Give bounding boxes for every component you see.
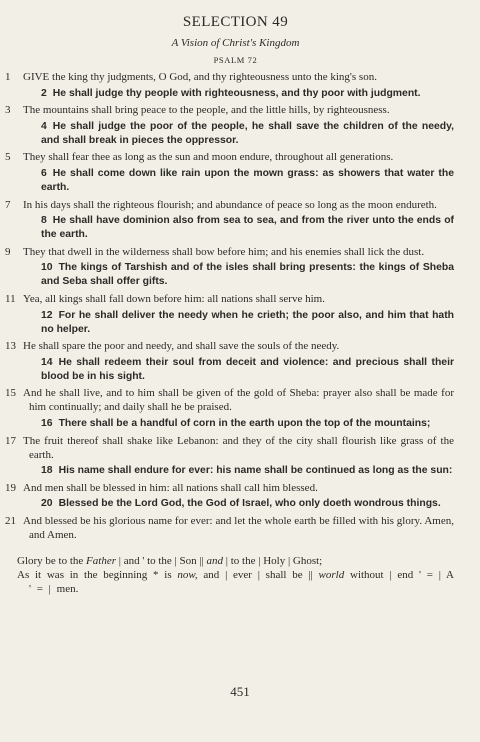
verse: 1 GIVE the king thy judgments, O God, and thy righteousness unto the king's son. [5, 71, 377, 83]
verse: 17 The fruit thereof shall shake like Lebanon: and they of the city shall flourish like grass of the earth. [5, 434, 454, 461]
gloria-text: As it was in the beginning * is [17, 568, 178, 581]
verse: 19 And men shall be blessed in him: all nations shall call him blessed. [5, 481, 318, 494]
verse-text: They that dwell in the wilderness shall bow before him; and his enemies shall lick the dust. [23, 245, 425, 258]
gloria-patri [17, 554, 454, 596]
verse-text: He shall spare the poor and needy, and shall save the souls of the needy. [23, 340, 340, 353]
verse-number: 16 [41, 417, 53, 429]
verse-number: 18 [41, 465, 53, 477]
verse-number: 2 [41, 87, 47, 99]
verse: 11 Yea, all kings shall fall down before him: all nations shall serve him. [5, 292, 325, 305]
verse-text: He shall judge thy people with righteousness, and thy poor with judgment. [52, 87, 421, 99]
gloria-text: | to the | Holy | Ghost; [223, 554, 323, 567]
verses [5, 70, 454, 542]
gloria-text: and | ever | shall be || [197, 568, 319, 581]
verse-text: In his days shall the righteous flourish; and abundance of peace so long as the moon endureth. [23, 198, 437, 211]
verse-number: 20 [41, 498, 53, 510]
verse [17, 464, 454, 478]
verse [17, 261, 454, 289]
verse-text: And men shall be blessed in him: all nations shall call him blessed. [23, 481, 318, 494]
verse-number: 4 [41, 120, 47, 132]
verse-text: GIVE the king thy judgments, O God, and thy righteousness unto the king's son. [23, 71, 377, 83]
verse [17, 167, 454, 195]
page-number: 451 [230, 684, 250, 699]
verse [17, 120, 454, 148]
verse [17, 497, 454, 511]
verse-text: The mountains shall bring peace to the people, and the little hills, by righteousness. [23, 104, 390, 117]
verse-text: They shall fear thee as long as the sun and moon endure, throughout all generations. [23, 151, 394, 164]
verse-text: He shall have dominion also from sea to sea, and from the river unto the ends of the earth. [41, 215, 454, 241]
gloria-text: Glory be to the [17, 554, 87, 567]
verse [17, 214, 454, 242]
verse [17, 356, 454, 384]
verse-text: His name shall endure for ever: his name shall be continued as long as the sun: [58, 465, 453, 477]
verse-text: The kings of Tarshish and of the isles shall bring presents: the kings of Sheba and Seba shall offer gifts. [41, 262, 454, 288]
verse [17, 87, 454, 101]
verse-number: 10 [41, 262, 53, 274]
verse-number: 6 [41, 167, 47, 179]
gloria-text: without | end ' = | A ' = | men. [29, 568, 454, 595]
gloria-line-2 [17, 568, 454, 596]
verse: 5 They shall fear thee as long as the sun and moon endure, throughout all generations. [5, 151, 394, 164]
verse: 15 And he shall live, and to him shall be given of the gold of Sheba: prayer also shall be made for him continually; and daily shall he be praised. [5, 387, 454, 414]
verse-text: Yea, all kings shall fall down before him: all nations shall serve him. [23, 292, 325, 305]
verse [17, 309, 454, 337]
verse-number: 14 [41, 356, 53, 368]
psalm-reference: PSALM 72 [213, 55, 258, 65]
verse-text: And blessed be his glorious name for ever: and let the whole earth be filled with his glory. Amen, and Amen. [23, 514, 454, 541]
selection-subtitle: A Vision of Christ's Kingdom [171, 37, 300, 49]
gloria-text: Father [86, 554, 116, 567]
verse-text: The fruit thereof shall shake like Lebanon: and they of the city shall flourish like grass of the earth. [23, 434, 454, 461]
verse: 9 They that dwell in the wilderness shall bow before him; and his enemies shall lick the dust. [5, 245, 425, 258]
gloria-text: and [206, 554, 224, 567]
verse: 13 He shall spare the poor and needy, and shall save the souls of the needy. [5, 340, 340, 353]
page [5, 14, 454, 596]
verse-text: And he shall live, and to him shall be given of the gold of Sheba: prayer also shall be made for him continually; and daily shall he be praised. [23, 387, 454, 414]
verse-text: For he shall deliver the needy when he crieth; the poor also, and him that hath no helper. [41, 309, 454, 335]
verse: 3 The mountains shall bring peace to the people, and the little hills, by righteousness. [5, 104, 390, 117]
verse-text: There shall be a handful of corn in the earth upon the top of the mountains; [58, 417, 431, 429]
verse [17, 417, 454, 431]
verse-number: 8 [41, 215, 47, 227]
verse: 21 And blessed be his glorious name for ever: and let the whole earth be filled with his glory. Amen, and Amen. [5, 514, 454, 541]
verse-text: He shall redeem their soul from deceit and violence: and precious shall their blood be in his sight. [41, 356, 454, 382]
verse-number: 12 [41, 309, 53, 321]
gloria-text: | and ' to the | Son || [116, 554, 207, 567]
verse-text: He shall judge the poor of the people, he shall save the children of the needy, and shall break in pieces the oppressor. [41, 120, 454, 146]
verse-text: He shall come down like rain upon the mown grass: as showers that water the earth. [41, 167, 454, 193]
verse: 7 In his days shall the righteous flourish; and abundance of peace so long as the moon endureth. [5, 198, 437, 211]
selection-title: SELECTION 49 [182, 14, 289, 30]
verse-text: Blessed be the Lord God, the God of Israel, who only doeth wondrous things. [58, 498, 441, 510]
gloria-line-1 [17, 554, 454, 568]
gloria-text: now, [177, 568, 198, 581]
gloria-text: world [318, 568, 345, 581]
